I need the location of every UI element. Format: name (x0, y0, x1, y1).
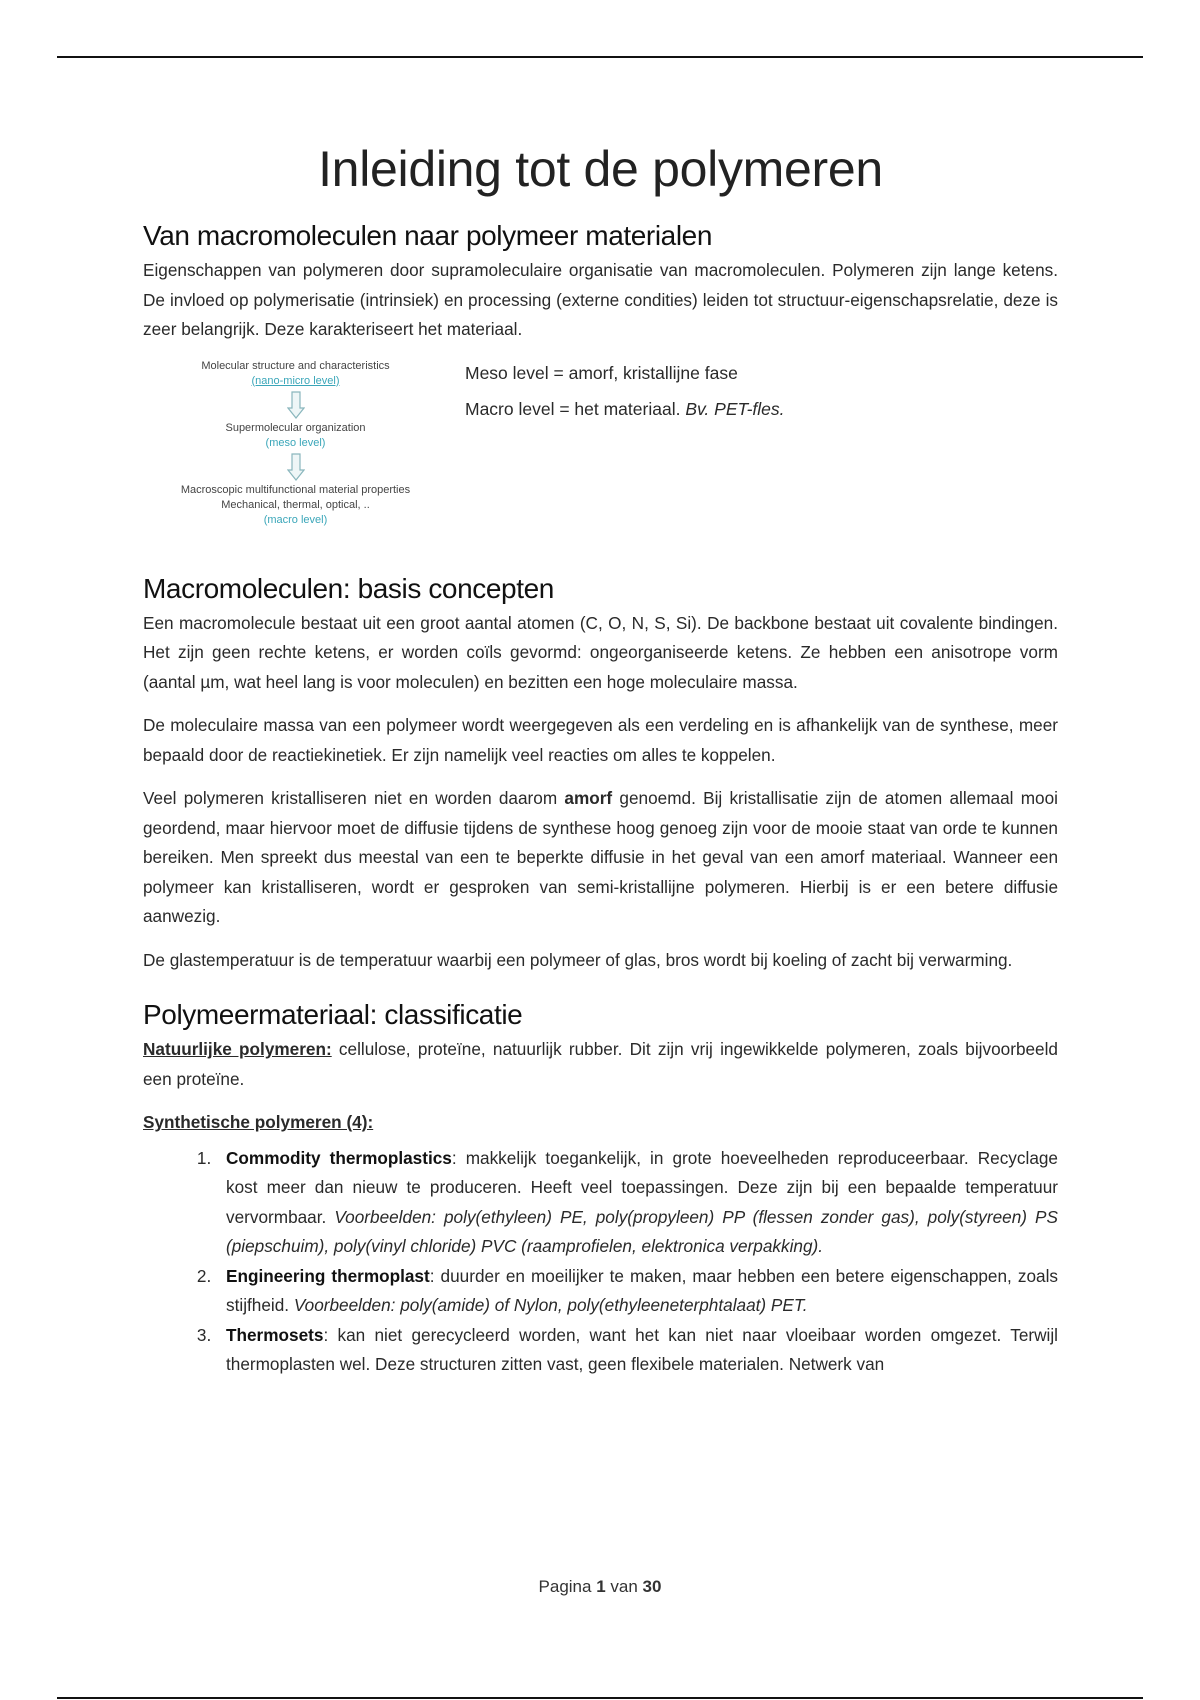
natural-polymers-label: Natuurlijke polymeren: (143, 1039, 332, 1059)
diagram-level-macro: (macro level) (263, 513, 328, 526)
paragraph: De glastemperatuur is de temperatuur waarbij een polymeer of glas, bros wordt bij koeling of zacht bij verwarming. (143, 949, 1013, 970)
list-item: 2. Engineering thermoplast: duurder en moeilijker te maken, maar hebben een betere eigenschappen, zoals stijfheid. Voorbeelden: poly(amide) of Nylon, poly(ethyleeneterphtalaat) PET. (216, 1262, 1058, 1321)
term-amorf: amorf (564, 788, 613, 808)
meso-level-text: Meso level = amorf, kristallijne fase (465, 362, 738, 383)
page-total: 30 (642, 1577, 662, 1596)
macro-example: Bv. PET-fles. (685, 398, 785, 419)
page-footer: Pagina 1 van 30 (538, 1577, 662, 1596)
synthetic-polymers-list (143, 1144, 1058, 1380)
paragraph-natural-polymers: Natuurlijke polymeren: cellulose, proteïne, natuurlijk rubber. Dit zijn vrij ingewikkelde polymeren, zoals bijvoorbeeld een proteïne. (143, 1039, 1058, 1089)
figure-row (143, 359, 1058, 549)
synthetic-polymers-heading: Synthetische polymeren (4): (143, 1112, 374, 1132)
paragraph: Eigenschappen van polymeren door supramoleculaire organisatie van macromoleculen. Polymeren zijn lange ketens. De invloed op polymerisatie (intrinsiek) en processing (externe condities) leiden tot structuur-eigenschapsrelatie, deze is zeer belangrijk. Deze karakteriseert het materiaal. (143, 260, 1058, 339)
section-heading-macromoleculen-polymeer: Van macromoleculen naar polymeer materialen (143, 220, 713, 251)
paragraph: Veel polymeren kristalliseren niet en worden daarom amorf genoemd. Bij kristallisatie zijn de atomen allemaal mooi geordend, maar hiervoor moet de diffusie tijdens de synthese hoog genoeg zijn voor de mooie staat van orde te kunnen bereiken. Men spreekt dus meestal van een te beperkte diffusie in het geval van een amorf materiaal. Wanneer een polymeer kan kristalliseren, wordt er gesproken van semi-kristallijne polymeren. Hierbij is er een betere diffusie aanwezig. (143, 788, 1058, 926)
section-heading-classificatie: Polymeermateriaal: classificatie (143, 999, 523, 1030)
levels-description (448, 359, 785, 549)
section-heading-basis-concepten: Macromoleculen: basis concepten (143, 572, 554, 604)
diagram-level-meso: (meso level) (265, 436, 326, 449)
diagram-box-properties: Mechanical, thermal, optical, .. (221, 498, 370, 511)
document-page (143, 140, 1058, 1380)
down-arrow-icon (287, 391, 305, 419)
down-arrow-icon (287, 453, 305, 481)
paragraph: De moleculaire massa van een polymeer wordt weergegeven als een verdeling en is afhankelijk van de synthese, meer bepaald door de reactiekinetiek. Er zijn namelijk veel reacties om alles te koppelen. (143, 715, 1058, 765)
structure-levels-diagram (143, 359, 448, 549)
diagram-box-macroscopic: Macroscopic multifunctional material properties (180, 483, 411, 496)
list-item: 1. Commodity thermoplastics: makkelijk toegankelijk, in grote hoeveelheden reproduceerbaar. Recyclage kost meer dan nieuw te produceren. Heeft veel toepassingen. Deze zijn bij een bepaalde temperatuur vervormbaar. Voorbeelden: poly(ethyleen) PE, poly(propyleen) PP (flessen zonder gas), poly(styreen) PS (piepschuim), poly(vinyl chloride) PVC (raamprofielen, elektronica verpakking). (216, 1144, 1058, 1262)
paragraph: Een macromolecule bestaat uit een groot aantal atomen (C, O, N, S, Si). De backbone bestaat uit covalente bindingen. Het zijn geen rechte ketens, er worden coïls gevormd: ongeorganiseerde ketens. Ze hebben een anisotrope vorm (aantal µm, wat heel lang is voor moleculen) en bezitten een hoge moleculaire massa. (143, 612, 1058, 692)
macro-level-text: Macro level = het materiaal. Bv. PET-fles. (465, 398, 785, 419)
list-item: 3. Thermosets: kan niet gerecycleerd worden, want het kan niet naar vloeibaar worden omgezet. Terwijl thermoplasten wel. Deze structuren zitten vast, geen flexibele materialen. Netwerk van (216, 1321, 1058, 1380)
diagram-box-supermolecular: Supermolecular organization (225, 421, 366, 434)
page-number: 1 (596, 1577, 606, 1596)
diagram-level-nano: (nano-micro level) (251, 374, 340, 387)
footer-rule (57, 1697, 1143, 1699)
page-title: Inleiding tot de polymeren (318, 141, 883, 197)
diagram-box-molecular: Molecular structure and characteristics (201, 359, 390, 372)
header-rule (57, 56, 1143, 58)
